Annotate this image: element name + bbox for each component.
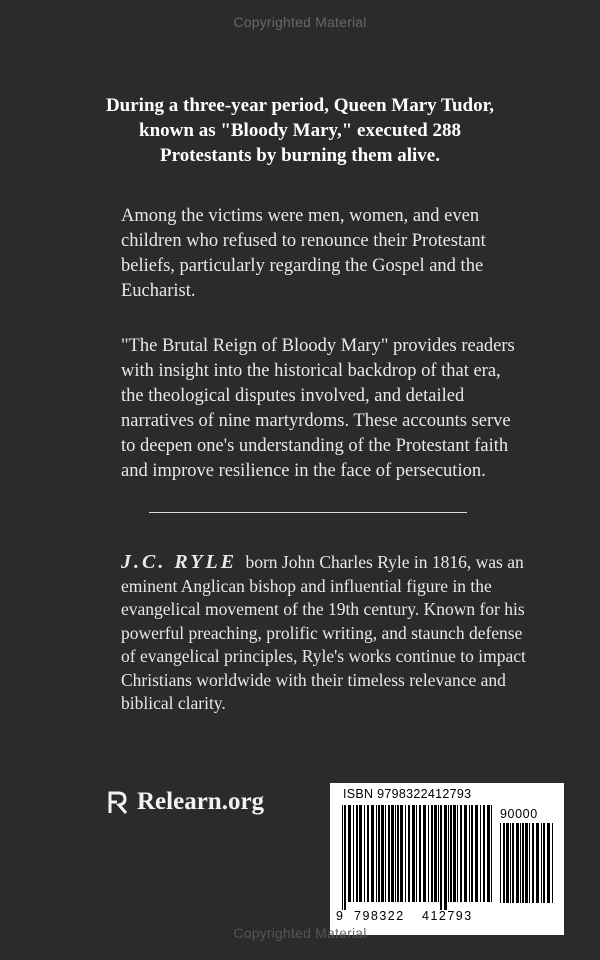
- author-name: J.C. RYLE: [121, 551, 238, 573]
- barcode-digit-first: 9: [336, 909, 345, 923]
- barcode-bar: [453, 805, 456, 902]
- barcode-bar: [506, 823, 509, 903]
- barcode-bar: [431, 805, 433, 902]
- barcode-bar: [438, 805, 439, 902]
- barcode-bar: [536, 823, 539, 903]
- barcode-bar: [344, 805, 346, 910]
- barcode-bar: [516, 823, 519, 903]
- barcode-bar: [547, 823, 550, 903]
- headline: During a three-year period, Queen Mary Tudor, known as "Bloody Mary," executed 288 Protestants by burning them alive.: [105, 95, 495, 166]
- barcode-bar: [448, 805, 449, 902]
- barcode-digits-right: 412793: [422, 909, 473, 923]
- barcode-bar: [353, 805, 354, 902]
- barcode-bar: [388, 805, 390, 902]
- publisher-name: Relearn.org: [137, 788, 265, 815]
- barcode-bar: [444, 805, 447, 910]
- barcode-bar: [397, 805, 399, 902]
- description-paragraph-1: Among the victims were men, women, and even children who refused to renounce their Protestant beliefs, particularly regarding the Gospel and the Eucharist.: [121, 206, 486, 301]
- barcode-bar: [408, 805, 410, 902]
- barcode-bars-addon: [500, 823, 555, 911]
- barcode-bar: [475, 805, 478, 902]
- barcode-bar: [400, 805, 403, 902]
- barcode-bar: [440, 805, 442, 910]
- barcode-bar: [491, 805, 492, 902]
- barcode-bar: [376, 805, 377, 902]
- barcode-bar: [385, 805, 386, 902]
- barcode-bar: [367, 805, 369, 902]
- barcode-bar: [471, 805, 473, 902]
- barcode-bar: [450, 805, 452, 902]
- barcode-bar: [342, 805, 343, 910]
- author-bio: [121, 551, 531, 716]
- barcode-bar: [500, 823, 501, 903]
- barcode-bar: [381, 805, 384, 902]
- barcode-bar: [464, 805, 467, 902]
- barcode-bar: [434, 805, 437, 902]
- barcode-bar: [391, 805, 394, 902]
- isbn-label: ISBN 9798322412793: [343, 787, 472, 801]
- barcode-bar: [423, 805, 426, 902]
- publisher-brand: [107, 788, 264, 816]
- barcode-bar: [364, 805, 365, 902]
- barcode-bars-main: [342, 805, 494, 910]
- barcode-bar: [541, 823, 542, 903]
- barcode-bar: [487, 805, 490, 902]
- divider-line: [149, 512, 467, 513]
- barcode-bar: [428, 805, 429, 902]
- barcode-bar: [457, 805, 458, 902]
- barcode-bar: [529, 823, 530, 903]
- barcode-bar: [356, 805, 358, 902]
- barcode-bar: [503, 823, 505, 903]
- barcode-bar: [419, 805, 421, 902]
- description-paragraph-2: "The Brutal Reign of Bloody Mary" provides readers with insight into the historical backdrop of that era, the theological disputes involved, and detailed narratives of nine martyrdoms. These accounts serve to deepen one's understanding of the Protestant faith and improve resilience in the face of persecution.: [121, 336, 515, 481]
- barcode-bar: [378, 805, 380, 902]
- isbn-barcode: [330, 783, 564, 935]
- price-code: 90000: [500, 807, 538, 821]
- barcode-bar: [460, 805, 462, 902]
- barcode-digits-left: 798322: [354, 909, 405, 923]
- copyright-watermark-bottom: Copyrighted Material: [233, 925, 367, 941]
- barcode-bar: [405, 805, 406, 902]
- barcode-bar: [412, 805, 415, 902]
- barcode-bar: [532, 823, 534, 903]
- barcode-bar: [522, 823, 524, 903]
- barcode-bar: [543, 823, 545, 903]
- barcode-bar: [359, 805, 362, 902]
- barcode-bar: [483, 805, 485, 902]
- barcode-bar: [371, 805, 374, 902]
- barcode-bar: [348, 805, 351, 902]
- barcode-bar: [480, 805, 481, 902]
- barcode-bar: [395, 805, 396, 902]
- barcode-bar: [416, 805, 417, 902]
- barcode-bar: [552, 823, 553, 903]
- barcode-bar: [510, 823, 511, 903]
- author-bio-text: born John Charles Ryle in 1816, was an eminent Anglican bishop and influential figure in the evangelical movement of the 19th century. Known for his powerful preaching, prolific writing, and staunch defense of evangelical principles, Ryle's works continue to impact Christians worldwide with their timeless relevance and biblical clarity.: [121, 552, 526, 713]
- barcode-bar: [525, 823, 528, 903]
- barcode-bar: [469, 805, 470, 902]
- barcode-bar: [512, 823, 514, 903]
- relearn-logo-icon: [107, 789, 129, 815]
- barcode-bar: [520, 823, 521, 903]
- copyright-watermark-top: Copyrighted Material: [233, 14, 367, 30]
